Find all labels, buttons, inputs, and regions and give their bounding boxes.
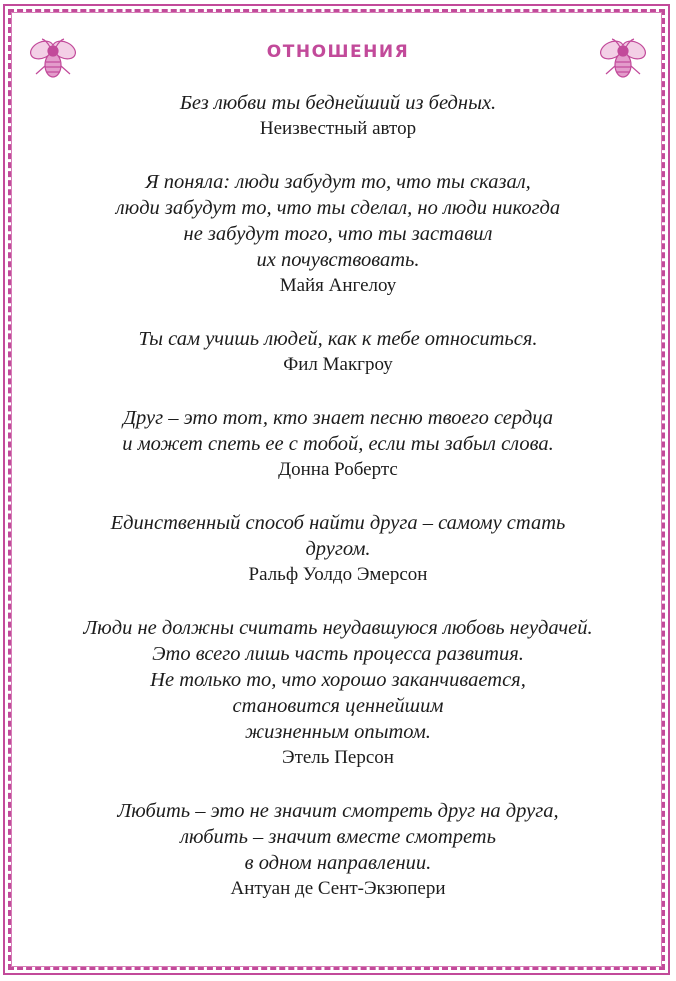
quote-text: Друг – это тот, кто знает песню твоего сердца и может спеть ее с тобой, если ты забыл слова.	[122, 407, 554, 455]
page-title: ОТНОШЕНИЯ	[266, 42, 410, 62]
quote-item	[0, 169, 676, 299]
quote-list	[0, 90, 676, 929]
quote-text: Единственный способ найти друга – самому стать другом.	[110, 512, 566, 560]
quote-text: Без любви ты беднейший из бедных.	[179, 92, 497, 114]
quote-item	[0, 326, 676, 378]
quote-author: Этель Персон	[282, 747, 394, 768]
quote-author: Донна Робертс	[278, 459, 398, 480]
quote-author: Майя Ангелоу	[279, 275, 397, 296]
quote-text: Люди не должны считать неудавшуюся любовь неудачей. Это всего лишь часть процесса развития. Не только то, что хорошо заканчивается, становится ценнейшим жизненным опытом.	[83, 617, 593, 743]
quote-author: Антуан де Сент-Экзюпери	[230, 878, 446, 899]
quote-item	[0, 798, 676, 902]
quote-author: Фил Макгроу	[283, 354, 393, 375]
quote-item	[0, 615, 676, 771]
quote-item	[0, 405, 676, 483]
quote-author: Ральф Уолдо Эмерсон	[248, 564, 428, 585]
quote-text: Я поняла: люди забудут то, что ты сказал, люди забудут то, что ты сделал, но люди никогда не забудут того, что ты заставил их почувствовать.	[115, 171, 561, 271]
quote-author: Неизвестный автор	[259, 118, 417, 139]
quote-item	[0, 90, 676, 142]
quote-text: Любить – это не значит смотреть друг на друга, любить – значит вместе смотреть в одном направлении.	[117, 800, 559, 874]
quote-item	[0, 510, 676, 588]
quote-text: Ты сам учишь людей, как к тебе относиться.	[138, 328, 538, 350]
